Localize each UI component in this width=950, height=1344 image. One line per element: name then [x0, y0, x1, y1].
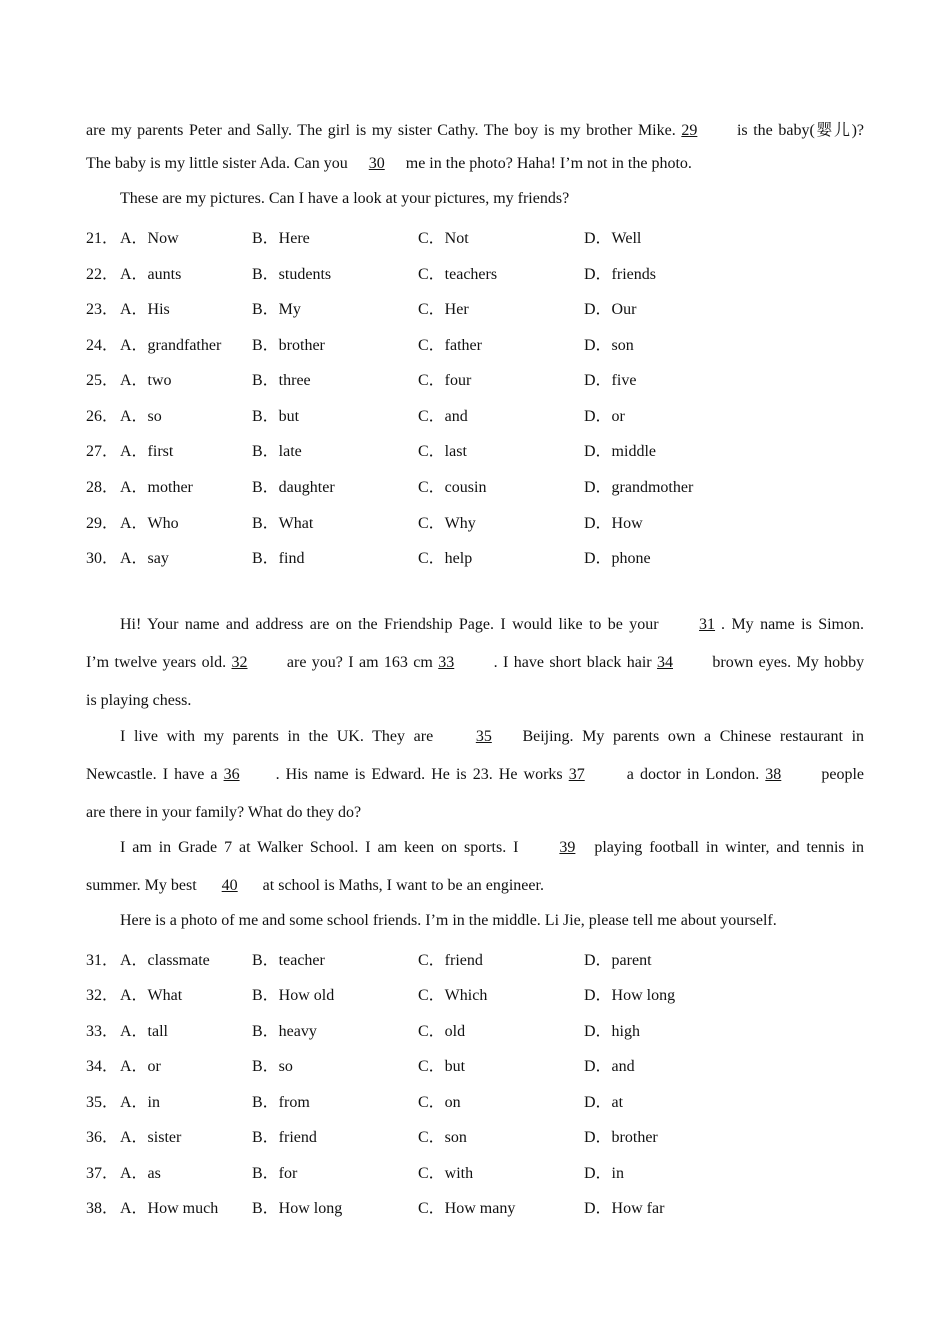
- passage2-p2-line2: [86, 766, 864, 784]
- passage2-p2-line1: [86, 728, 864, 746]
- option-b[interactable]: B．teacher: [252, 952, 325, 969]
- passage-text: people: [821, 766, 865, 783]
- question-28: [86, 474, 866, 496]
- option-c[interactable]: C．with: [418, 1165, 474, 1182]
- passage2-p2-line3: are there in your family? What do they do?: [86, 804, 362, 821]
- question-24: [86, 332, 866, 354]
- passage2-p1-line3: is playing chess.: [86, 692, 192, 709]
- passage2-p1-line2: [86, 654, 864, 672]
- option-a[interactable]: A．grandfather: [120, 337, 222, 354]
- option-a[interactable]: A．two: [120, 372, 172, 389]
- option-c[interactable]: C．and: [418, 408, 468, 425]
- passage-text: are my parents Peter and Sally. The girl is my sister Cathy. The boy is my brother Mike.: [86, 122, 676, 139]
- option-b[interactable]: B．for: [252, 1165, 298, 1182]
- blank-40: 40: [221, 877, 238, 894]
- option-a[interactable]: A．What: [120, 987, 183, 1004]
- passage-text: brown eyes. My hobby: [712, 654, 865, 671]
- option-c[interactable]: C．Not: [418, 230, 469, 247]
- option-c[interactable]: C．father: [418, 337, 482, 354]
- option-c[interactable]: C．four: [418, 372, 472, 389]
- question-number: 35．: [86, 1094, 119, 1111]
- option-c[interactable]: C．Which: [418, 987, 488, 1004]
- option-a[interactable]: A．tall: [120, 1023, 168, 1040]
- blank-39: 39: [559, 839, 576, 856]
- option-d[interactable]: D．high: [584, 1023, 641, 1040]
- question-number: 34．: [86, 1058, 119, 1075]
- option-d[interactable]: D．grandmother: [584, 479, 694, 496]
- option-a[interactable]: A．or: [120, 1058, 161, 1075]
- passage-text: are you? I am 163 cm: [286, 654, 433, 671]
- option-c[interactable]: C．old: [418, 1023, 466, 1040]
- passage-text: me in the photo? Haha! I’m not in the photo.: [405, 155, 692, 172]
- question-32: [86, 982, 866, 1004]
- option-a[interactable]: A．Now: [120, 230, 179, 247]
- passage2-p3-line2: [86, 877, 864, 895]
- passage-text: . My name is Simon.: [721, 616, 864, 633]
- option-b[interactable]: B．heavy: [252, 1023, 317, 1040]
- passage-text: summer. My best: [86, 877, 197, 894]
- question-29: [86, 510, 866, 532]
- option-b[interactable]: B．from: [252, 1094, 310, 1111]
- question-number: 27．: [86, 443, 119, 460]
- passage-text: Beijing. My parents own a Chinese restaurant in: [522, 728, 865, 745]
- passage-text: . His name is Edward. He is 23. He works: [275, 766, 563, 783]
- question-number: 33．: [86, 1023, 119, 1040]
- question-34: [86, 1053, 866, 1075]
- option-b[interactable]: B．so: [252, 1058, 293, 1075]
- question-number: 32．: [86, 987, 119, 1004]
- option-a[interactable]: A．mother: [120, 479, 193, 496]
- question-number: 38．: [86, 1200, 119, 1217]
- option-c[interactable]: C．on: [418, 1094, 461, 1111]
- passage1-line3: These are my pictures. Can I have a look at your pictures, my friends?: [120, 190, 570, 207]
- passage-text: at school is Maths, I want to be an engineer.: [262, 877, 544, 894]
- option-d[interactable]: D．Our: [584, 301, 637, 318]
- option-c[interactable]: C．help: [418, 550, 473, 567]
- passage-text: playing football in winter, and tennis in: [594, 839, 865, 856]
- option-d[interactable]: D．son: [584, 337, 634, 354]
- blank-36: 36: [223, 766, 240, 783]
- question-31: [86, 947, 866, 969]
- option-d[interactable]: D．middle: [584, 443, 656, 460]
- passage2-p1-line1: [86, 616, 864, 634]
- passage-text: I live with my parents in the UK. They are: [120, 728, 434, 745]
- passage-text: Newcastle. I have a: [86, 766, 218, 783]
- question-number: 30．: [86, 550, 119, 567]
- option-c[interactable]: C．Her: [418, 301, 469, 318]
- question-number: 31．: [86, 952, 119, 969]
- blank-34: 34: [657, 654, 673, 671]
- question-22: [86, 261, 866, 283]
- passage-text: is the baby(婴儿)?: [736, 122, 865, 139]
- option-b[interactable]: B．How long: [252, 1200, 343, 1217]
- question-number: 26．: [86, 408, 119, 425]
- passage-text: The baby is my little sister Ada. Can you: [86, 155, 348, 172]
- option-a[interactable]: A．as: [120, 1165, 161, 1182]
- option-d[interactable]: D．How far: [584, 1200, 665, 1217]
- option-b[interactable]: B．find: [252, 550, 305, 567]
- option-d[interactable]: D．five: [584, 372, 637, 389]
- option-b[interactable]: B．Here: [252, 230, 310, 247]
- option-a[interactable]: A．first: [120, 443, 174, 460]
- option-a[interactable]: A．in: [120, 1094, 161, 1111]
- option-c[interactable]: C．Why: [418, 515, 476, 532]
- option-d[interactable]: D．How: [584, 515, 643, 532]
- option-d[interactable]: D．How long: [584, 987, 676, 1004]
- option-c[interactable]: C．but: [418, 1058, 466, 1075]
- question-21: [86, 225, 866, 247]
- passage2-p3-line1: [86, 839, 864, 857]
- question-25: [86, 367, 866, 389]
- passage2-p4: Here is a photo of me and some school friends. I’m in the middle. Li Jie, please tell me about yourself.: [120, 912, 777, 929]
- option-b[interactable]: B．friend: [252, 1129, 317, 1146]
- option-d[interactable]: D．or: [584, 408, 625, 425]
- question-23: [86, 296, 866, 318]
- question-number: 21．: [86, 230, 119, 247]
- blank-35: 35: [475, 728, 492, 745]
- question-30: [86, 545, 866, 567]
- option-b[interactable]: B．but: [252, 408, 300, 425]
- option-a[interactable]: A．His: [120, 301, 170, 318]
- question-number: 29．: [86, 515, 119, 532]
- option-a[interactable]: A．aunts: [120, 266, 182, 283]
- blank-38: 38: [765, 766, 782, 783]
- option-a[interactable]: A．say: [120, 550, 169, 567]
- option-a[interactable]: A．How much: [120, 1200, 219, 1217]
- option-d[interactable]: D．parent: [584, 952, 652, 969]
- option-b[interactable]: B．How old: [252, 987, 335, 1004]
- passage-text: Hi! Your name and address are on the Friendship Page. I would like to be your: [120, 616, 659, 633]
- option-b[interactable]: B．daughter: [252, 479, 335, 496]
- option-a[interactable]: A．Who: [120, 515, 179, 532]
- passage-text: I am in Grade 7 at Walker School. I am keen on sports. I: [120, 839, 519, 856]
- option-d[interactable]: D．and: [584, 1058, 635, 1075]
- question-36: [86, 1124, 866, 1146]
- option-c[interactable]: C．last: [418, 443, 467, 460]
- option-b[interactable]: B．brother: [252, 337, 325, 354]
- blank-29: 29: [681, 122, 698, 139]
- question-number: 22．: [86, 266, 119, 283]
- question-number: 25．: [86, 372, 119, 389]
- option-b[interactable]: B．three: [252, 372, 311, 389]
- passage1-line1: [86, 117, 864, 140]
- option-c[interactable]: C．How many: [418, 1200, 516, 1217]
- blank-30: 30: [368, 155, 385, 172]
- option-b[interactable]: B．late: [252, 443, 302, 460]
- option-c[interactable]: C．friend: [418, 952, 483, 969]
- blank-37: 37: [568, 766, 585, 783]
- option-d[interactable]: D．friends: [584, 266, 656, 283]
- question-33: [86, 1018, 866, 1040]
- option-b[interactable]: B．My: [252, 301, 301, 318]
- option-d[interactable]: D．in: [584, 1165, 625, 1182]
- blank-32: 32: [231, 654, 248, 671]
- passage-text: . I have short black hair: [493, 654, 652, 671]
- passage-text: a doctor in London.: [626, 766, 760, 783]
- option-c[interactable]: C．cousin: [418, 479, 487, 496]
- question-38: [86, 1195, 866, 1217]
- option-c[interactable]: C．son: [418, 1129, 467, 1146]
- option-a[interactable]: A．classmate: [120, 952, 210, 969]
- question-number: 37．: [86, 1165, 119, 1182]
- option-d[interactable]: D．Well: [584, 230, 642, 247]
- blank-33: 33: [438, 654, 455, 671]
- option-d[interactable]: D．phone: [584, 550, 651, 567]
- blank-31: 31: [699, 616, 716, 633]
- option-c[interactable]: C．teachers: [418, 266, 498, 283]
- question-35: [86, 1089, 866, 1111]
- option-d[interactable]: D．at: [584, 1094, 624, 1111]
- question-number: 28．: [86, 479, 119, 496]
- passage-text: I’m twelve years old.: [86, 654, 227, 671]
- question-number: 36．: [86, 1129, 119, 1146]
- option-b[interactable]: B．students: [252, 266, 332, 283]
- question-26: [86, 403, 866, 425]
- question-number: 24．: [86, 337, 119, 354]
- option-a[interactable]: A．sister: [120, 1129, 182, 1146]
- option-b[interactable]: B．What: [252, 515, 314, 532]
- question-37: [86, 1160, 866, 1182]
- passage1-line2: [86, 155, 864, 173]
- question-27: [86, 438, 866, 460]
- option-a[interactable]: A．so: [120, 408, 162, 425]
- question-number: 23．: [86, 301, 119, 318]
- option-d[interactable]: D．brother: [584, 1129, 658, 1146]
